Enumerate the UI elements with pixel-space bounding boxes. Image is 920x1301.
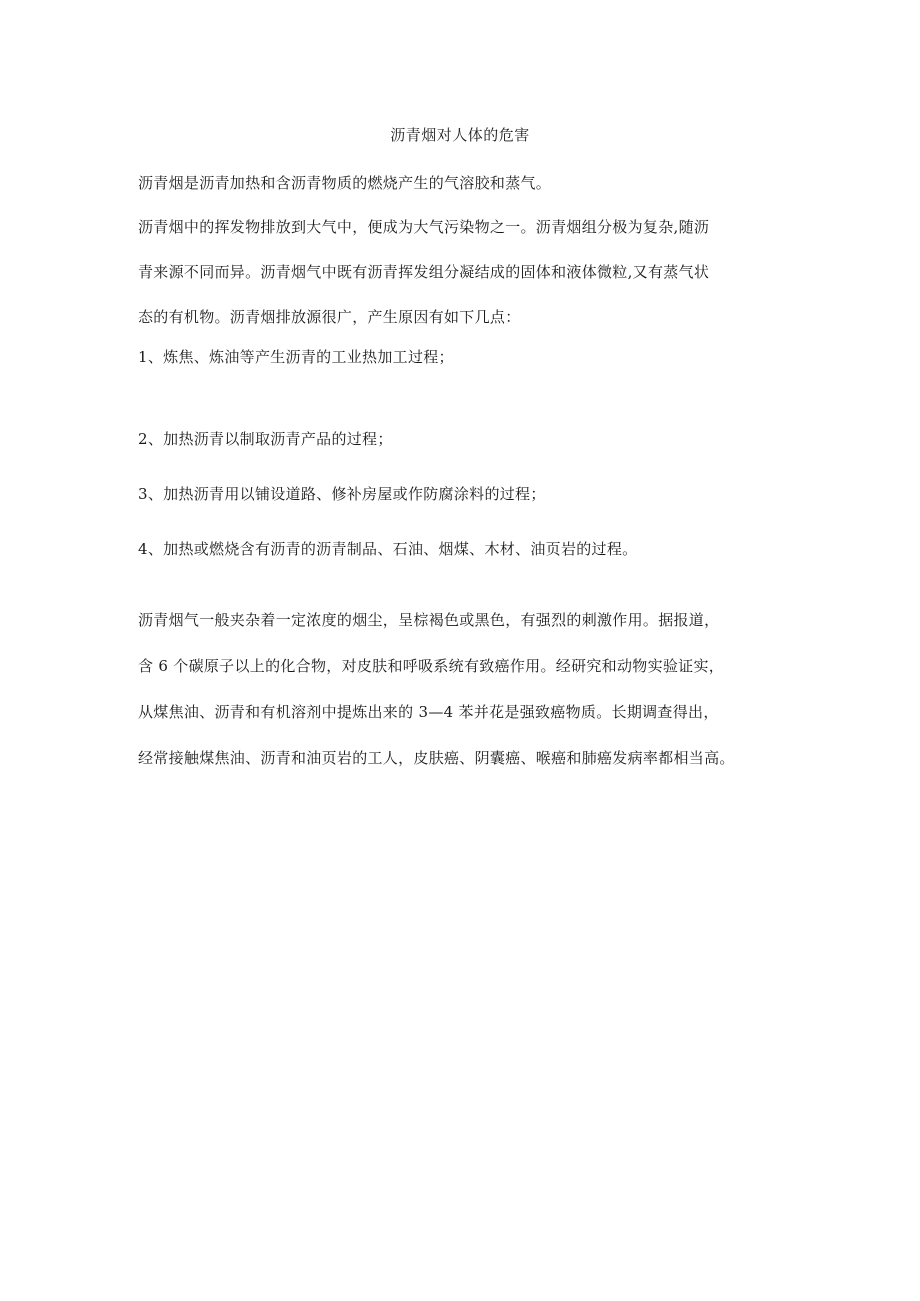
source-paragraph-line: 青来源不同而异。沥青烟气中既有沥青挥发组分凝结成的固体和液体微粒,又有蒸气状 [138,263,710,281]
intro-paragraph: 沥青烟是沥青加热和含沥青物质的燃烧产生的气溶胶和蒸气。 [138,174,552,192]
harm-paragraph-line: 经常接触煤焦油、沥青和油页岩的工人，皮肤癌、阴囊癌、喉癌和肺癌发病率都相当高。 [138,749,735,767]
source-list-item-3: 3、加热沥青用以铺设道路、修补房屋或作防腐涂料的过程； [138,485,546,503]
source-list-item-2: 2、加热沥青以制取沥青产品的过程； [138,430,393,448]
harm-paragraph-line: 从煤焦油、沥青和有机溶剂中提炼出来的 3—4 苯并花是强致癌物质。长期调查得出， [138,703,719,721]
document-title: 沥青烟对人体的危害 [390,126,530,144]
harm-paragraph [138,609,788,793]
harm-paragraph-line: 含 6 个碳原子以上的化合物，对皮肤和呼吸系统有致癌作用。经研究和动物实验证实， [138,657,725,675]
source-paragraph-line: 态的有机物。沥青烟排放源很广，产生原因有如下几点： [138,308,521,326]
source-paragraph [138,216,788,351]
harm-paragraph-line: 沥青烟气一般夹杂着一定浓度的烟尘，呈棕褐色或黑色，有强烈的刺激作用。据报道， [138,611,720,629]
source-list-item-1: 1、炼焦、炼油等产生沥青的工业热加工过程； [138,348,454,366]
source-paragraph-line: 沥青烟中的挥发物排放到大气中，便成为大气污染物之一。沥青烟组分极为复杂,随沥 [138,218,710,236]
source-list-item-4: 4、加热或燃烧含有沥青的沥青制品、石油、烟煤、木材、油页岩的过程。 [138,540,638,558]
